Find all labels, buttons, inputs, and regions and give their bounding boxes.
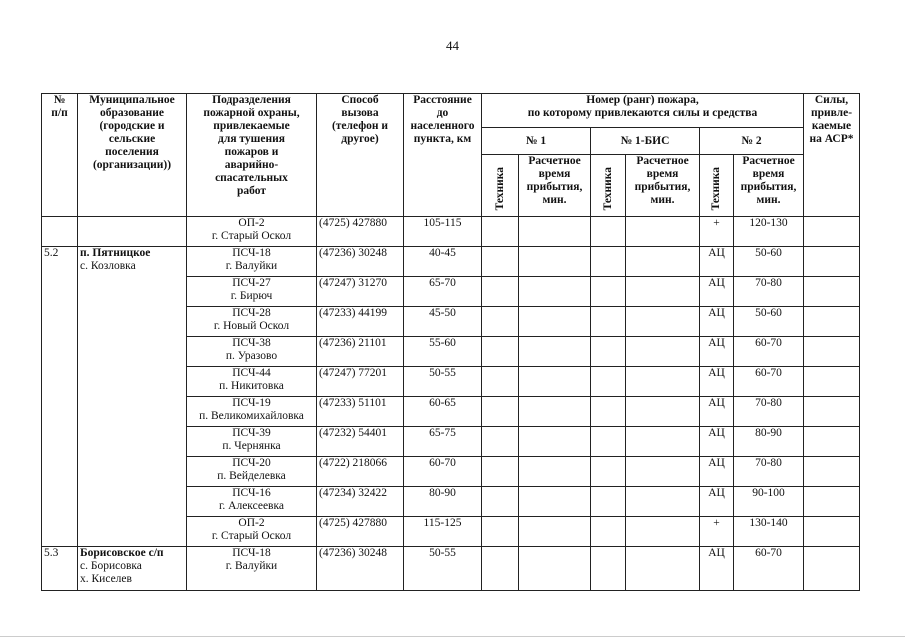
- header-arrival-2: Расчетное время прибытия, мин.: [734, 155, 804, 217]
- row-arrival-2: 50-60: [734, 307, 804, 337]
- unit-line: п. Никитовка: [219, 380, 284, 392]
- unit-line: ПСЧ-27: [232, 277, 271, 289]
- row-phone: (47232) 54401: [317, 427, 404, 457]
- unit-line: г. Валуйки: [225, 260, 278, 272]
- row-asr: [804, 487, 860, 517]
- row-unit: [187, 307, 317, 337]
- unit-line: г. Бирюч: [230, 290, 273, 302]
- unit-line: п. Вейделевка: [217, 470, 286, 482]
- row-arrival-1: [519, 217, 591, 247]
- unit-line: г. Старый Оскол: [211, 530, 292, 542]
- header-rank-1bis: № 1-БИС: [591, 128, 700, 155]
- row-tech-1bis: [591, 457, 626, 487]
- row-distance: 65-70: [404, 277, 482, 307]
- row-tech-2: АЦ: [700, 277, 734, 307]
- unit-line: п. Чернянка: [222, 440, 281, 452]
- row-arrival-1bis: [626, 517, 700, 547]
- row-tech-1bis: [591, 397, 626, 427]
- row-tech-1: [482, 367, 519, 397]
- header-arrival-1bis: Расчетное время прибытия, мин.: [626, 155, 700, 217]
- row-arrival-1bis: [626, 307, 700, 337]
- row-distance: 45-50: [404, 307, 482, 337]
- unit-line: ПСЧ-38: [232, 337, 271, 349]
- header-tech-1: Техника: [482, 155, 519, 217]
- row-tech-1bis: [591, 337, 626, 367]
- unit-line: г. Новый Оскол: [213, 320, 290, 332]
- row-arrival-1: [519, 277, 591, 307]
- table-row: [42, 247, 860, 277]
- row-tech-2: АЦ: [700, 337, 734, 367]
- row-tech-1: [482, 277, 519, 307]
- row-arrival-1: [519, 517, 591, 547]
- row-tech-2: АЦ: [700, 397, 734, 427]
- row-num: 5.3: [42, 547, 78, 591]
- page-number: 44: [446, 38, 459, 53]
- row-tech-1: [482, 517, 519, 547]
- row-arrival-1bis: [626, 427, 700, 457]
- row-arrival-1bis: [626, 547, 700, 591]
- row-distance: 50-55: [404, 367, 482, 397]
- unit-line: ОП-2: [238, 517, 265, 529]
- row-unit: [187, 457, 317, 487]
- row-distance: 55-60: [404, 337, 482, 367]
- row-arrival-1: [519, 397, 591, 427]
- row-phone: (47236) 21101: [317, 337, 404, 367]
- unit-line: п. Великомихайловка: [199, 410, 304, 422]
- row-municipality: [78, 217, 187, 247]
- row-distance: 80-90: [404, 487, 482, 517]
- header-call-method: Способ вызова (телефон и другое): [317, 94, 404, 217]
- unit-line: г. Алексеевка: [218, 500, 285, 512]
- row-arrival-2: 120-130: [734, 217, 804, 247]
- row-arrival-1: [519, 487, 591, 517]
- row-arrival-1bis: [626, 337, 700, 367]
- unit-line: ПСЧ-18: [232, 247, 271, 259]
- header-tech-2: Техника: [700, 155, 734, 217]
- unit-line: ПСЧ-18: [232, 547, 271, 559]
- row-asr: [804, 277, 860, 307]
- row-tech-2: АЦ: [700, 367, 734, 397]
- row-distance: 60-65: [404, 397, 482, 427]
- row-phone: (47247) 31270: [317, 277, 404, 307]
- row-tech-2: +: [700, 517, 734, 547]
- row-tech-2: +: [700, 217, 734, 247]
- row-arrival-2: 130-140: [734, 517, 804, 547]
- row-tech-1bis: [591, 547, 626, 591]
- municipality-line: Борисовское с/п: [80, 547, 164, 559]
- row-arrival-1: [519, 247, 591, 277]
- row-arrival-1bis: [626, 277, 700, 307]
- row-phone: (4722) 218066: [317, 457, 404, 487]
- row-arrival-1bis: [626, 367, 700, 397]
- row-tech-1bis: [591, 247, 626, 277]
- row-asr: [804, 307, 860, 337]
- row-tech-2: АЦ: [700, 547, 734, 591]
- row-unit: [187, 547, 317, 591]
- row-tech-1bis: [591, 307, 626, 337]
- header-fire-number: Номер (ранг) пожара, по которому привлекаются силы и средства: [482, 94, 804, 128]
- row-phone: (47233) 51101: [317, 397, 404, 427]
- row-arrival-2: 60-70: [734, 547, 804, 591]
- row-arrival-1: [519, 337, 591, 367]
- row-phone: (4725) 427880: [317, 217, 404, 247]
- header-arrival-1: Расчетное время прибытия, мин.: [519, 155, 591, 217]
- row-tech-1: [482, 397, 519, 427]
- table-row: [42, 217, 860, 247]
- row-municipality: [78, 547, 187, 591]
- row-tech-1: [482, 217, 519, 247]
- row-asr: [804, 337, 860, 367]
- row-arrival-1bis: [626, 457, 700, 487]
- row-unit: [187, 217, 317, 247]
- row-distance: 50-55: [404, 547, 482, 591]
- header-distance: Расстояние до населенного пункта, км: [404, 94, 482, 217]
- municipality-line: п. Пятницкое: [80, 247, 151, 259]
- row-tech-1: [482, 427, 519, 457]
- row-unit: [187, 427, 317, 457]
- unit-line: ПСЧ-44: [232, 367, 271, 379]
- row-tech-1: [482, 337, 519, 367]
- row-arrival-1bis: [626, 247, 700, 277]
- row-phone: (47236) 30248: [317, 547, 404, 591]
- unit-line: ПСЧ-28: [232, 307, 271, 319]
- row-arrival-2: 60-70: [734, 337, 804, 367]
- table-body: [42, 217, 860, 591]
- municipality-line: с. Борисовка: [80, 560, 142, 572]
- row-unit: [187, 397, 317, 427]
- row-arrival-2: 70-80: [734, 277, 804, 307]
- page-bottom-edge: [0, 636, 905, 637]
- row-distance: 65-75: [404, 427, 482, 457]
- row-phone: (4725) 427880: [317, 517, 404, 547]
- row-arrival-1: [519, 427, 591, 457]
- row-arrival-2: 90-100: [734, 487, 804, 517]
- row-unit: [187, 277, 317, 307]
- row-asr: [804, 457, 860, 487]
- row-asr: [804, 247, 860, 277]
- fire-response-table: [41, 93, 860, 591]
- row-arrival-1bis: [626, 217, 700, 247]
- municipality-line: с. Козловка: [80, 260, 136, 272]
- header-units: Подразделения пожарной охраны, привлекаемые для тушения пожаров и аварийно- спасательных работ: [187, 94, 317, 217]
- row-phone: (47233) 44199: [317, 307, 404, 337]
- row-phone: (47234) 32422: [317, 487, 404, 517]
- row-tech-1bis: [591, 517, 626, 547]
- unit-line: ПСЧ-19: [232, 397, 271, 409]
- row-tech-2: АЦ: [700, 307, 734, 337]
- row-tech-1: [482, 547, 519, 591]
- row-unit: [187, 337, 317, 367]
- unit-line: ПСЧ-20: [232, 457, 271, 469]
- row-distance: 115-125: [404, 517, 482, 547]
- unit-line: п. Уразово: [225, 350, 278, 362]
- row-arrival-2: 50-60: [734, 247, 804, 277]
- row-phone: (47247) 77201: [317, 367, 404, 397]
- row-arrival-2: 70-80: [734, 397, 804, 427]
- row-asr: [804, 367, 860, 397]
- row-asr: [804, 217, 860, 247]
- row-tech-1: [482, 247, 519, 277]
- row-arrival-1: [519, 547, 591, 591]
- header-rank-2: № 2: [700, 128, 804, 155]
- unit-line: г. Валуйки: [225, 560, 278, 572]
- row-tech-1bis: [591, 487, 626, 517]
- table-header: [42, 94, 860, 217]
- row-arrival-1: [519, 457, 591, 487]
- table-row: [42, 547, 860, 591]
- row-tech-2: АЦ: [700, 487, 734, 517]
- row-municipality: [78, 247, 187, 547]
- row-phone: (47236) 30248: [317, 247, 404, 277]
- unit-line: ПСЧ-16: [232, 487, 271, 499]
- row-tech-2: АЦ: [700, 457, 734, 487]
- municipality-line: х. Киселев: [80, 573, 132, 585]
- row-distance: 40-45: [404, 247, 482, 277]
- row-arrival-1bis: [626, 397, 700, 427]
- unit-line: ПСЧ-39: [232, 427, 271, 439]
- header-tech-1bis: Техника: [591, 155, 626, 217]
- row-tech-1: [482, 457, 519, 487]
- row-arrival-2: 70-80: [734, 457, 804, 487]
- row-arrival-2: 80-90: [734, 427, 804, 457]
- row-asr: [804, 547, 860, 591]
- row-arrival-1: [519, 367, 591, 397]
- row-unit: [187, 367, 317, 397]
- row-tech-2: АЦ: [700, 427, 734, 457]
- header-municipality: Муниципальное образование (городские и сельские поселения (организации)): [78, 94, 187, 217]
- row-asr: [804, 397, 860, 427]
- row-tech-1: [482, 307, 519, 337]
- row-tech-1: [482, 487, 519, 517]
- row-unit: [187, 487, 317, 517]
- row-asr: [804, 427, 860, 457]
- row-distance: 60-70: [404, 457, 482, 487]
- row-tech-1bis: [591, 427, 626, 457]
- row-arrival-2: 60-70: [734, 367, 804, 397]
- row-tech-1bis: [591, 367, 626, 397]
- row-asr: [804, 517, 860, 547]
- header-rank-1: № 1: [482, 128, 591, 155]
- row-num: 5.2: [42, 247, 78, 547]
- row-arrival-1bis: [626, 487, 700, 517]
- row-tech-2: АЦ: [700, 247, 734, 277]
- row-arrival-1: [519, 307, 591, 337]
- row-unit: [187, 247, 317, 277]
- row-tech-1bis: [591, 217, 626, 247]
- row-num: [42, 217, 78, 247]
- row-tech-1bis: [591, 277, 626, 307]
- unit-line: ОП-2: [238, 217, 265, 229]
- header-asr: Силы, привле- каемые на АСР*: [804, 94, 860, 217]
- row-unit: [187, 517, 317, 547]
- unit-line: г. Старый Оскол: [211, 230, 292, 242]
- row-distance: 105-115: [404, 217, 482, 247]
- header-num: № п/п: [42, 94, 78, 217]
